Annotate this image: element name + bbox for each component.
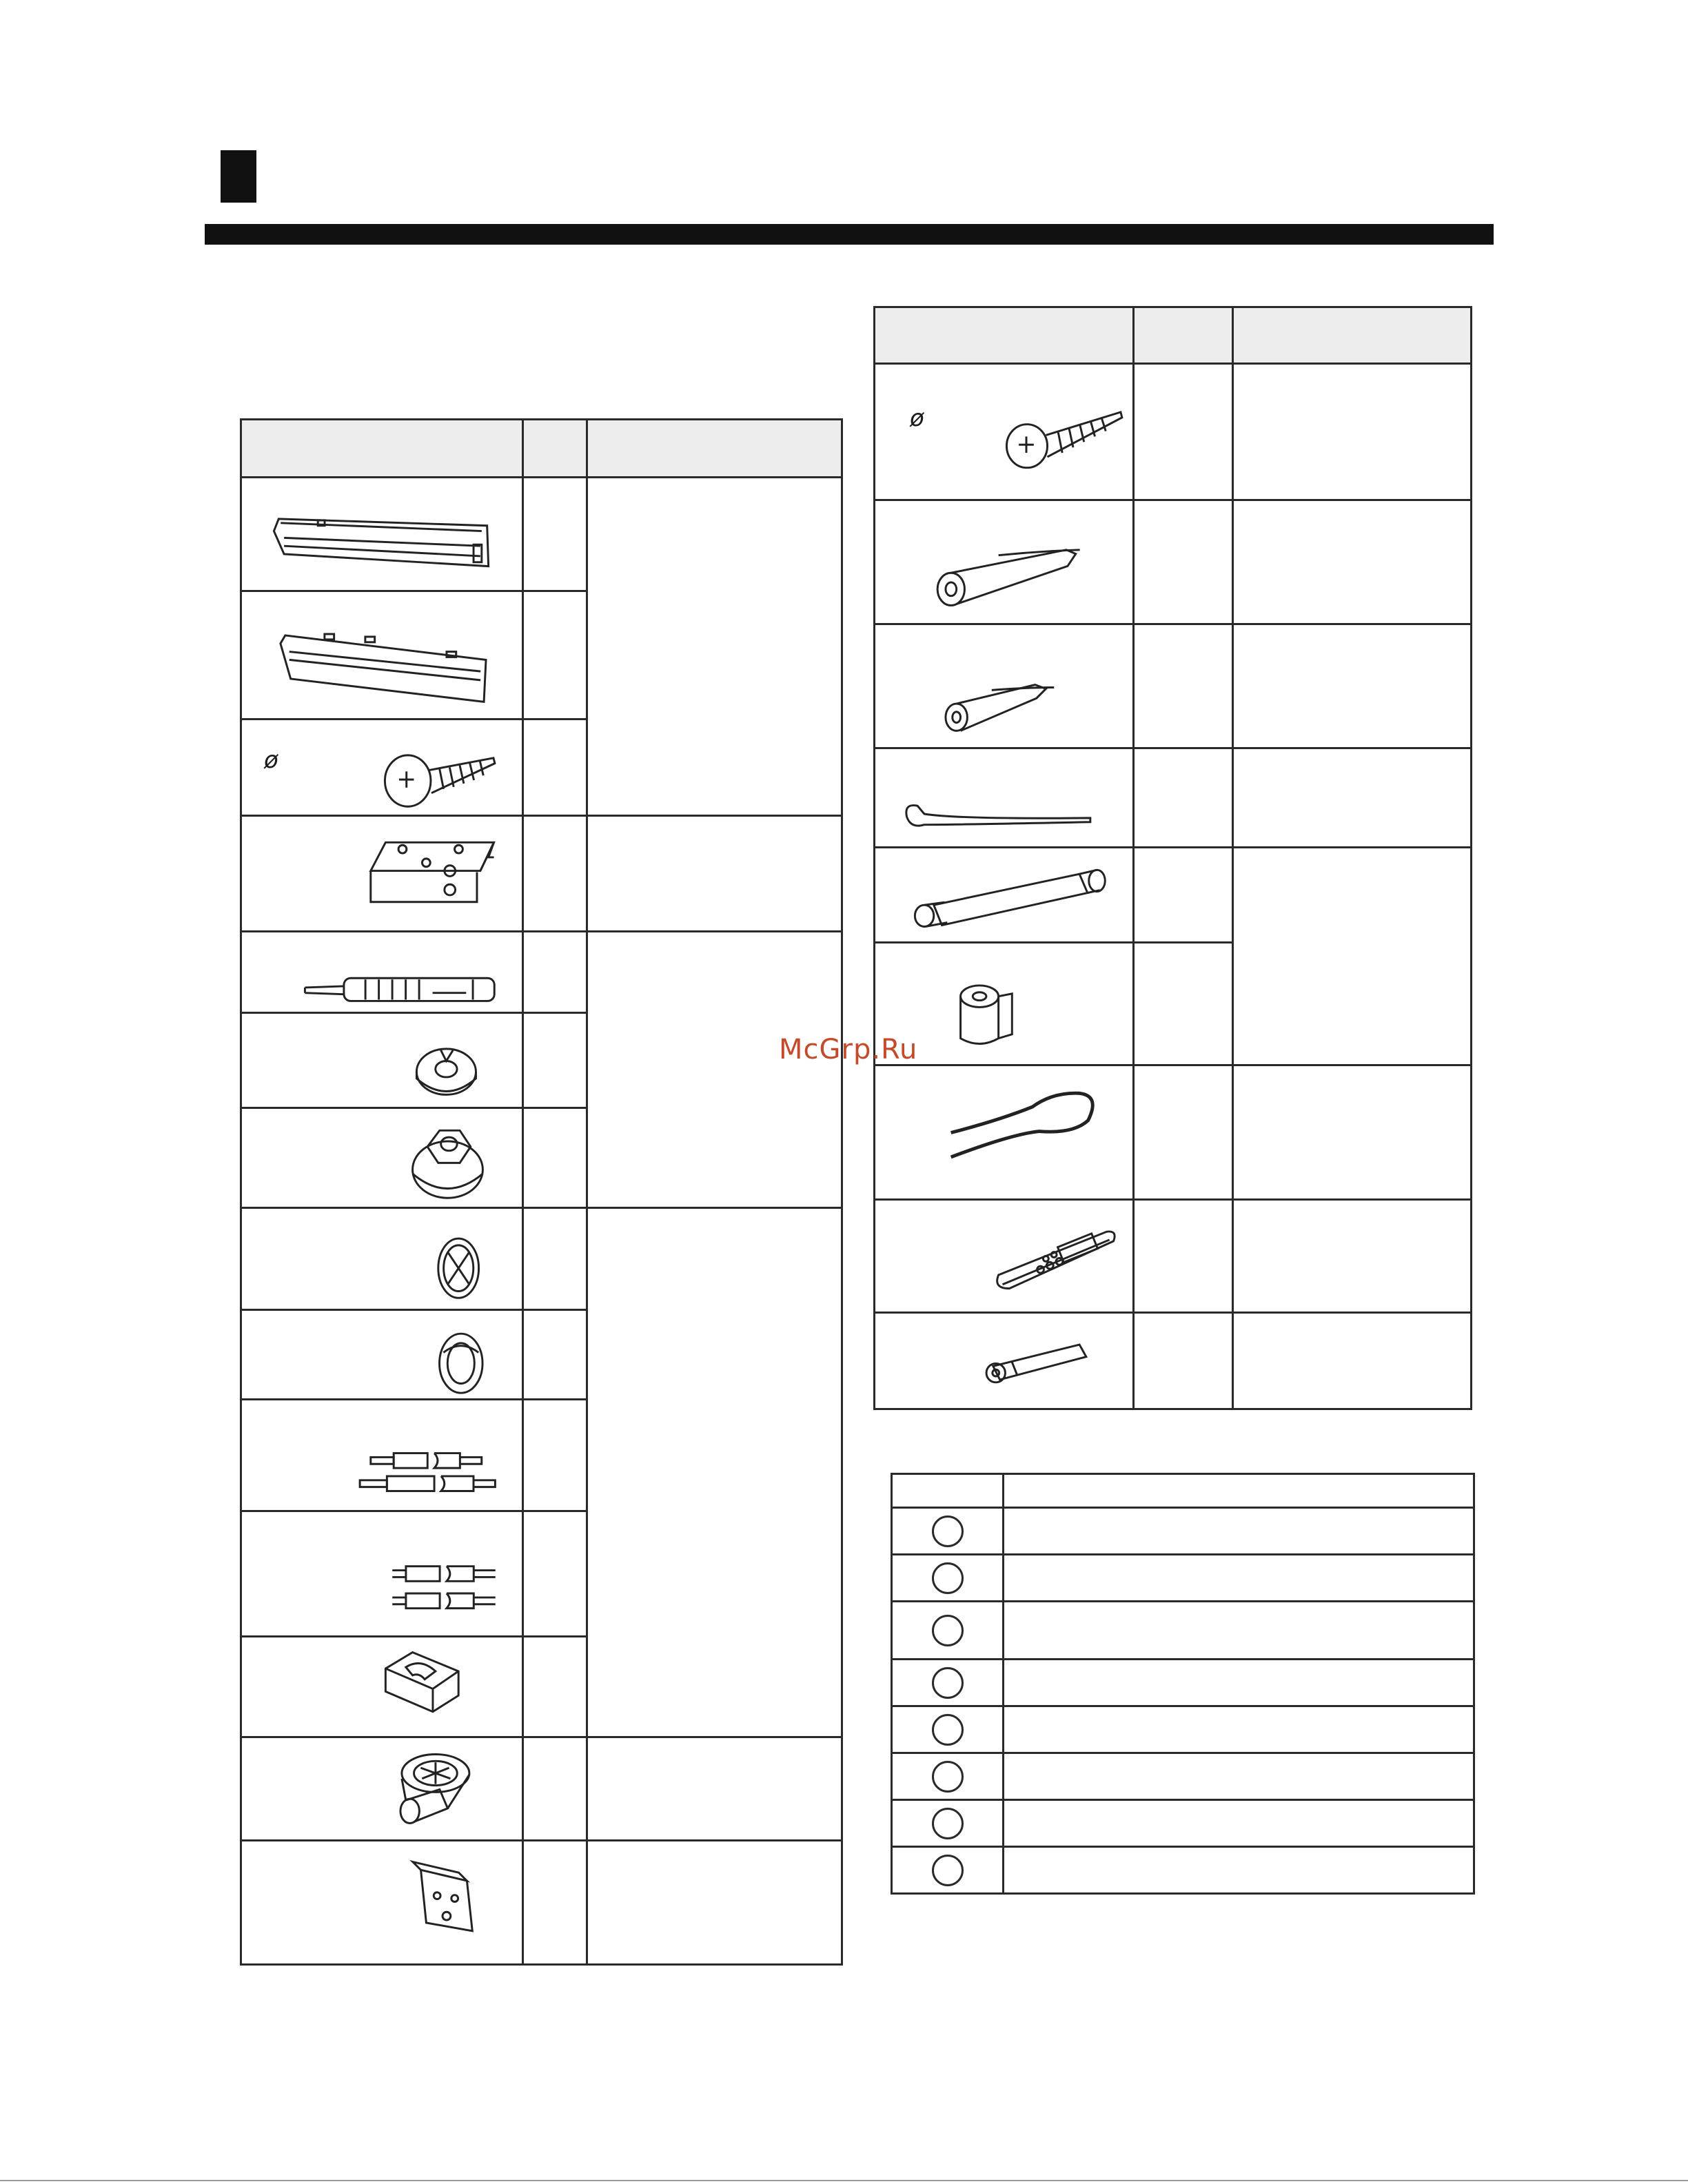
qty-cell xyxy=(523,932,587,1013)
remarks-cell xyxy=(587,932,842,1208)
page-bottom-line xyxy=(0,2180,1688,2181)
cable-clamp-icon xyxy=(241,1637,523,1737)
terminal-pair-icon xyxy=(241,1511,523,1637)
qty-cell xyxy=(523,1108,587,1208)
qty-cell xyxy=(1134,1313,1233,1409)
qty-cell xyxy=(523,591,587,720)
qty-cell xyxy=(523,478,587,591)
qty-cell xyxy=(523,1310,587,1400)
legend-circle-icon xyxy=(932,1761,964,1793)
qty-cell xyxy=(1134,943,1233,1065)
qty-cell xyxy=(523,1841,587,1965)
legend-row xyxy=(892,1753,1474,1800)
remarks-cell xyxy=(1233,1200,1472,1313)
qty-cell xyxy=(523,720,587,816)
tapping-screw-icon xyxy=(875,364,1134,500)
diameter-symbol: ø xyxy=(910,405,924,432)
remarks-cell xyxy=(1233,1313,1472,1409)
remarks-cell xyxy=(587,1737,842,1841)
parts-table-right xyxy=(873,306,1472,1410)
table-row xyxy=(241,1208,842,1310)
qty-cell xyxy=(1134,1065,1233,1200)
remarks-cell xyxy=(587,816,842,932)
remote-controller-icon xyxy=(875,1200,1134,1313)
mounting-plate-b-icon xyxy=(241,591,523,720)
header-remarks xyxy=(1233,307,1472,364)
table-row xyxy=(875,748,1472,848)
table-row xyxy=(875,500,1472,624)
bracket-block-icon xyxy=(241,816,523,932)
flange-nut-icon xyxy=(241,1108,523,1208)
table-row xyxy=(241,1737,842,1841)
legend-circle-icon xyxy=(932,1515,964,1547)
legend-row xyxy=(892,1847,1474,1894)
legend-row xyxy=(892,1602,1474,1660)
legend-header-row xyxy=(892,1474,1474,1508)
table-row xyxy=(875,848,1472,943)
qty-cell xyxy=(1134,364,1233,500)
insulation-sleeve-small-icon xyxy=(875,624,1134,748)
anchor-bolt-icon xyxy=(241,932,523,1013)
ring-bushing-icon xyxy=(241,1310,523,1400)
remarks-cell xyxy=(1233,748,1472,848)
mounting-plate-a-icon xyxy=(241,478,523,591)
qty-cell xyxy=(1134,1200,1233,1313)
header-quantity xyxy=(1134,307,1233,364)
remarks-cell xyxy=(587,478,842,816)
legend-circle-icon xyxy=(932,1615,964,1646)
table-row xyxy=(875,1065,1472,1200)
legend-row xyxy=(892,1706,1474,1753)
qty-cell xyxy=(1134,500,1233,624)
remarks-cell xyxy=(1233,848,1472,1065)
qty-cell xyxy=(523,1208,587,1310)
section-header-bar xyxy=(205,224,1494,245)
table-row xyxy=(875,1200,1472,1313)
table-row xyxy=(875,1313,1472,1409)
legend-row xyxy=(892,1555,1474,1602)
qty-cell xyxy=(523,1013,587,1108)
header-quantity xyxy=(523,420,587,478)
header-remarks xyxy=(587,420,842,478)
legend-row xyxy=(892,1800,1474,1847)
remarks-cell xyxy=(587,1208,842,1737)
header-part-name xyxy=(241,420,523,478)
legend-circle-icon xyxy=(932,1855,964,1886)
section-number-box xyxy=(221,150,256,203)
table-row xyxy=(241,932,842,1013)
insulation-sleeve-large-icon xyxy=(875,500,1134,624)
legend-circle-icon xyxy=(932,1667,964,1699)
cable-tie-icon xyxy=(875,748,1134,848)
legend-circle-icon xyxy=(932,1562,964,1594)
remarks-cell xyxy=(1233,500,1472,624)
cable-wire-icon xyxy=(875,1065,1134,1200)
cross-bushing-icon xyxy=(241,1208,523,1310)
watermark-text: McGrp.Ru xyxy=(779,1034,918,1065)
diameter-symbol: ø xyxy=(264,746,278,774)
qty-cell xyxy=(523,1637,587,1737)
remarks-cell xyxy=(1233,1065,1472,1200)
table-row xyxy=(241,1841,842,1965)
connecting-pipe-icon xyxy=(875,848,1134,943)
connector-pair-icon xyxy=(241,1400,523,1511)
legend-circle-icon xyxy=(932,1808,964,1839)
legend-row xyxy=(892,1660,1474,1706)
table-row xyxy=(241,478,842,591)
legend-row xyxy=(892,1508,1474,1555)
qty-cell xyxy=(523,1400,587,1511)
qty-cell xyxy=(523,1511,587,1637)
legend-table xyxy=(891,1473,1475,1895)
legend-circle-icon xyxy=(932,1714,964,1746)
remarks-cell xyxy=(1233,364,1472,500)
battery-icon xyxy=(875,1313,1134,1409)
remarks-cell xyxy=(1233,624,1472,748)
table-row xyxy=(241,816,842,932)
qty-cell xyxy=(1134,624,1233,748)
remarks-cell xyxy=(587,1841,842,1965)
header-part-name xyxy=(875,307,1134,364)
qty-cell xyxy=(523,816,587,932)
qty-cell xyxy=(1134,848,1233,943)
spring-washer-icon xyxy=(241,1013,523,1108)
tapping-screw-icon xyxy=(241,720,523,816)
table-row xyxy=(875,624,1472,748)
parts-table-left xyxy=(240,418,843,1966)
qty-cell xyxy=(1134,748,1233,848)
qty-cell xyxy=(523,1737,587,1841)
drain-elbow-icon xyxy=(241,1737,523,1841)
table-row xyxy=(875,364,1472,500)
metal-bracket-icon xyxy=(241,1841,523,1965)
